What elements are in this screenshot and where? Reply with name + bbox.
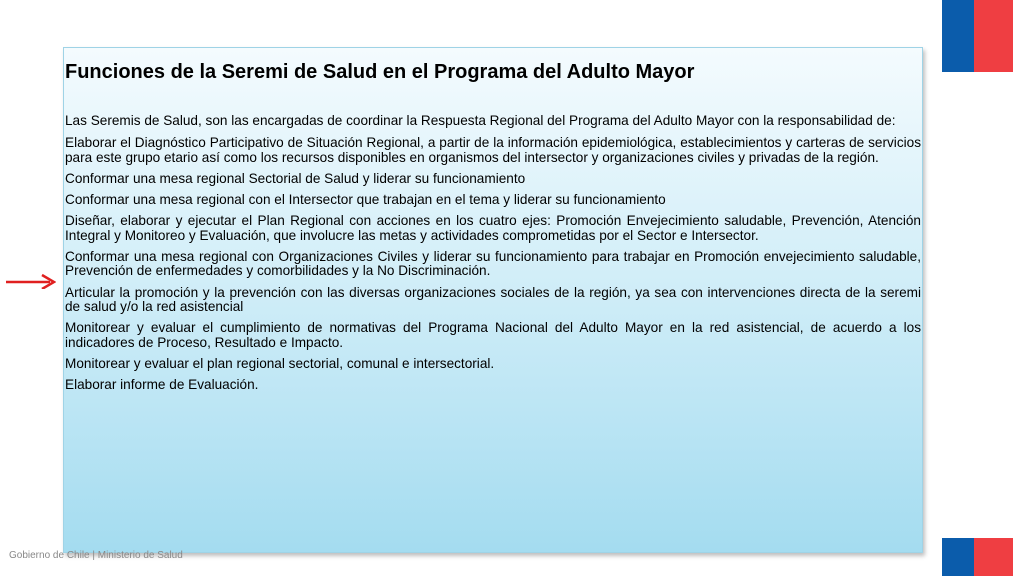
slide-title: Funciones de la Seremi de Salud en el Programa del Adulto Mayor [65, 61, 695, 83]
flag-red-stripe [974, 0, 1013, 72]
footer-text: Gobierno de Chile | Ministerio de Salud [9, 550, 183, 561]
bottom-flag-logo [942, 538, 1013, 576]
function-item: Diseñar, elaborar y ejecutar el Plan Regional con acciones en los cuatro ejes: Promoción Envejecimiento saludable, Prevención, Atención Integral y Monitoreo y Evaluación, que involucre las metas y actividades comprometidas por el Sector e Intersector. [65, 213, 921, 243]
flag-blue-stripe [942, 538, 974, 576]
function-item-highlighted: Conformar una mesa regional con el Intersector que trabajan en el tema y liderar su funcionamiento [65, 192, 666, 208]
function-item: Conformar una mesa regional Sectorial de Salud y liderar su funcionamiento [65, 170, 526, 186]
function-item: Elaborar informe de Evaluación. [65, 377, 259, 393]
content-panel [63, 47, 923, 553]
function-item: Monitorear y evaluar el plan regional sectorial, comunal e intersectorial. [65, 355, 495, 371]
function-item: Articular la promoción y la prevención con las diversas organizaciones sociales de la región, ya sea con intervenciones directa de la seremi de salud y/o la red asistencial [65, 284, 921, 314]
function-item: Conformar una mesa regional con Organizaciones Civiles y liderar su funcionamiento para trabajar en Promoción envejecimiento saludable, Prevención de enfermedades y comorbilidades y la No Discriminación. [65, 249, 921, 279]
top-flag-logo [942, 0, 1013, 72]
right-arrow-icon [6, 271, 56, 289]
intro-paragraph: Las Seremis de Salud, son las encargadas de coordinar la Respuesta Regional del Programa del Adulto Mayor con la responsabilidad de: [65, 113, 896, 128]
flag-blue-stripe [942, 0, 974, 72]
flag-red-stripe [974, 538, 1013, 576]
slide-body [65, 114, 921, 392]
function-item: Monitorear y evaluar el cumplimiento de normativas del Programa Nacional del Adulto Mayor en la red asistencial, de acuerdo a los indicadores de Proceso, Resultado e Impacto. [65, 320, 921, 350]
function-item: Elaborar el Diagnóstico Participativo de Situación Regional, a partir de la información epidemiológica, establecimientos y carteras de servicios para este grupo etario así como los recursos disponibles en organismos del intersector y organizaciones civiles y privadas de la región. [65, 135, 921, 165]
